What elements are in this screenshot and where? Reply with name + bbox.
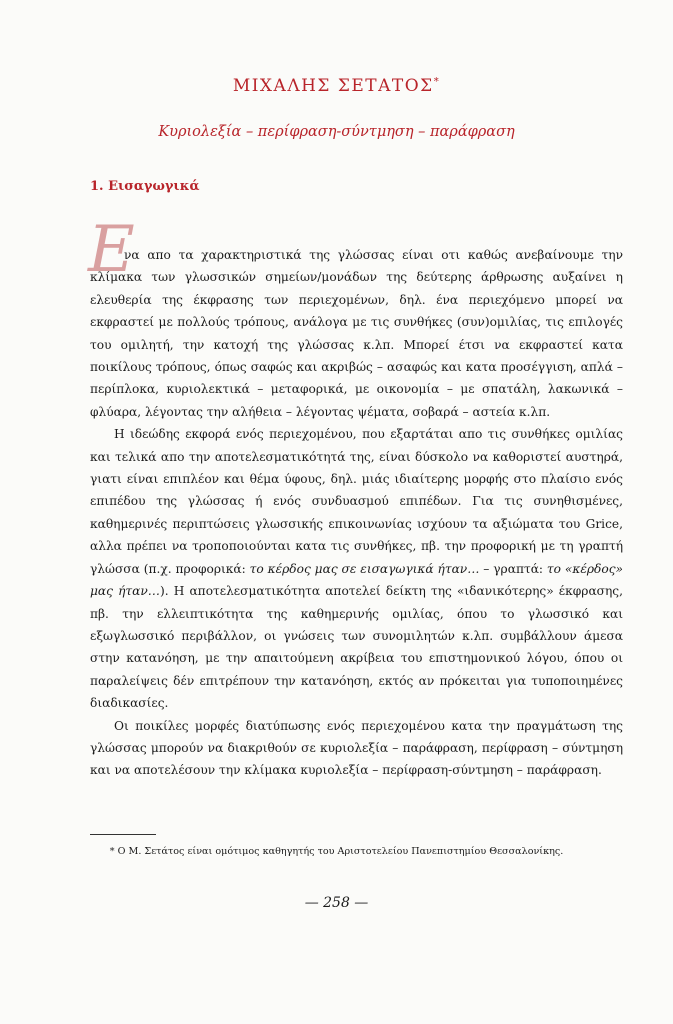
paragraph-2-part-c: ). Η αποτελεσματικότητα αποτελεί δείκτη της «ιδανικότερης» έκφρασης, πβ. την ελλειπτικότητα της καθημερινής ομιλίας, όπου το γλωσσικό και εξωγλωσσικό περιβάλλον, οι γνώσεις των συνομιλητών κ.λπ. συμβάλλουν άμεσα στην κατανόηση, με την απαιτούμενη ακρίβεια του επιστημονικού λόγου, όπου οι παραλείψεις δέν επιτρέπουν την κατανόηση, εκτός αν πρόκειται για τυποποιημένες διαδικασίες. xyxy=(90,584,623,711)
section-heading: 1. Εισαγωγικά xyxy=(90,179,200,194)
drop-cap: Ε xyxy=(88,213,135,287)
author-footnote-mark: * xyxy=(433,76,441,88)
paragraph-1: να απο τα χαρακτηριστικά της γλώσσας είναι οτι καθώς ανεβαίνουμε την κλίμακα των γλωσσικών σημείων/μονάδων της δεύτερης άρθρωσης αυξαίνει η ελευθερία της έκφρασης των περιεχομένων, δηλ. ένα περιεχόμενο μπορεί να εκφραστεί με πολλούς τρόπους, ανάλογα με τις συνθήκες (συν)ομιλίας, τις επιλογές του ομιλητή, την κατοχή της γλώσσας κ.λπ. Μπορεί έτσι να εκφραστεί κατα ποικίλους τρόπους, όπως σαφώς και ακριβώς – ασαφώς και κατα προσέγγιση, απλά – περίπλοκα, κυριολεκτικά – μεταφορικά, με οικονομία – με σπατάλη, λακωνικά – φλύαρα, λέγοντας την αλήθεια – λέγοντας ψέματα, σοβαρά – αστεία κ.λπ. xyxy=(90,248,623,419)
footnote: * Ο Μ. Σετάτος είναι ομότιμος καθηγητής του Αριστοτελείου Πανεπιστημίου Θεσσαλονίκης. xyxy=(109,846,564,857)
footnote-divider xyxy=(90,834,156,835)
paragraph-3: Οι ποικίλες μορφές διατύπωσης ενός περιεχομένου κατα την πραγμάτωση της γλώσσας μπορούν να διακριθούν σε κυριολεξία – παράφραση, περίφραση – σύντμηση και να αποτελέσουν την κλίμακα κυριολεξία – περίφραση-σύντμηση – παράφραση. xyxy=(90,718,623,778)
paragraph-2-example-written: το «κέρδος» μας ήταν… xyxy=(90,561,623,599)
page-number: — 258 — xyxy=(304,895,369,911)
paragraph-2-part-b: – γραπτά: xyxy=(479,561,547,576)
author-name-text: ΜΙΧΑΛΗΣ ΣΕΤΑΤΟΣ xyxy=(232,76,434,96)
paragraph-2 xyxy=(90,423,623,714)
article-title: Κυριολεξία – περίφραση-σύντμηση – παράφραση xyxy=(158,124,515,140)
paragraph-2-example-spoken: το κέρδος μας σε εισαγωγικά ήταν… xyxy=(249,561,480,576)
paragraph-2-part-a: Η ιδεώδης εκφορά ενός περιεχομένου, που εξαρτάται απο τις συνθήκες ομιλίας και τελικά απο την αποτελεσματικότητά της, είναι δύσκολο να καθοριστεί αυστηρά, γιατι είναι επιπλέον και θέμα ύφους, δηλ. μιάς ιδιαίτερης μορφής στο πλαίσιο ενός επιπέδου της γλώσσας ή ενός συνδυασμού επιπέδων. Για τις συνηθισμένες, καθημερινές περιπτώσεις γλωσσικής επικοινωνίας ισχύουν τα αξιώματα του Grice, αλλα πρέπει να τροποποιούνται κατα τις συνθήκες, πβ. την προφορική με τη γραπτή γλώσσα (π.χ. προφορικά: xyxy=(90,427,623,576)
author-name xyxy=(0,76,673,96)
body-text xyxy=(90,244,623,782)
